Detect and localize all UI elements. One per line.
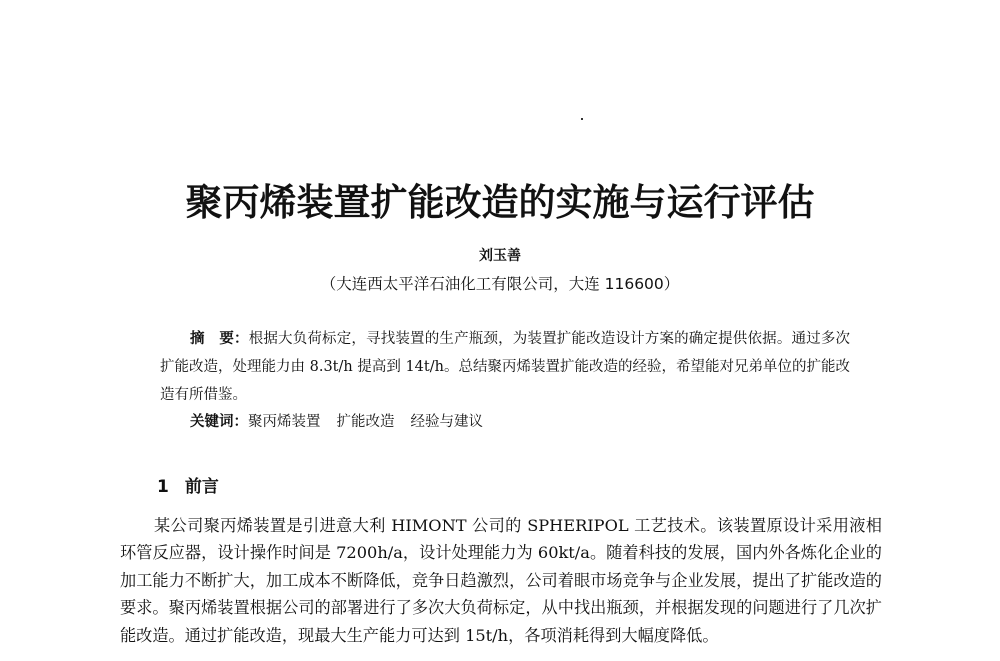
abstract-block [160,325,850,409]
keywords-label: 关键词： [190,414,248,430]
abstract-text: 根据大负荷标定，寻找装置的生产瓶颈，为装置扩能改造设计方案的确定提供依据。通过多次扩能改造，处理能力由 8.3t/h 提高到 14t/h。总结聚丙烯装置扩能改造的经验，希望能对兄弟单位的扩能改造有所借鉴。 [160,331,851,403]
section-heading [157,473,219,501]
author-affiliation: （大连西太平洋石油化工有限公司，大连 116600） [320,275,680,293]
abstract-label: 摘 要： [190,331,249,347]
section-title: 前言 [184,477,219,497]
keyword-item: 经验与建议 [410,414,483,430]
keywords-block [190,410,850,434]
speck-mark [581,118,583,120]
section-number: 1 [157,477,169,497]
keyword-item: 扩能改造 [336,414,395,430]
body-paragraph: 某公司聚丙烯装置是引进意大利 HIMONT 公司的 SPHERIPOL 工艺技术。该装置原设计采用液相环管反应器，设计操作时间是 7200h/a，设计处理能力为 60kt/a。随着科技的发展，国内外各炼化企业的加工能力不断扩大，加工成本不断降低，竞争日趋激烈，公司着眼市场竞争与企业发展，提出了扩能改造的要求。聚丙烯装置根据公司的部署进行了多次大负荷标定，从中找出瓶颈，并根据发现的问题进行了几次扩能改造。通过扩能改造，现最大生产能力可达到 15t/h，各项消耗得到大幅度降低。 [120,516,882,645]
author-name: 刘玉善 [479,248,521,264]
paper-title: 聚丙烯装置扩能改造的实施与运行评估 [185,181,815,224]
keyword-item: 聚丙烯装置 [248,414,321,430]
